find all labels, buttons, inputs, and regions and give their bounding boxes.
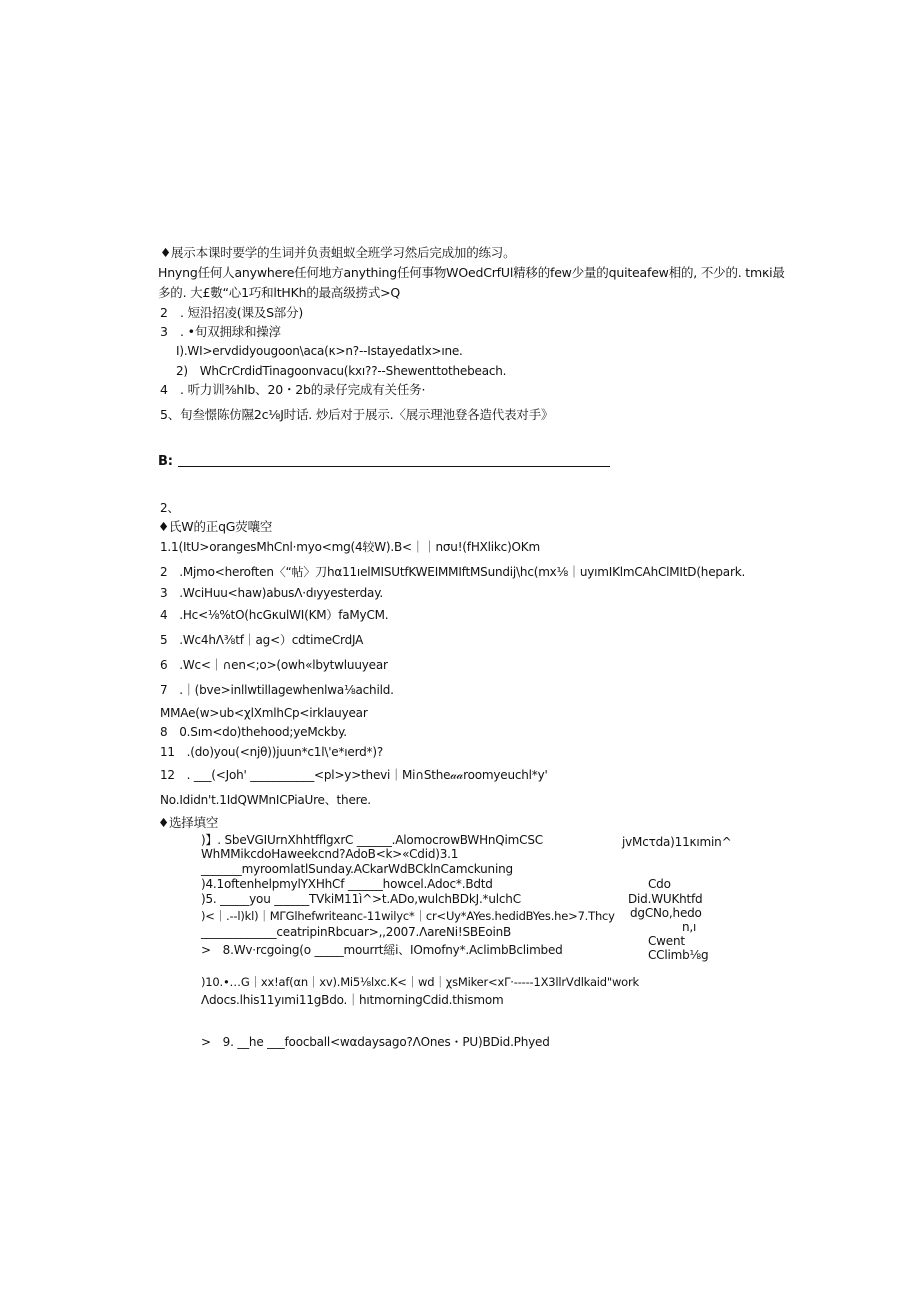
answer-line [178, 466, 610, 467]
exercise-line-12: No.Ididn't.1IdQWMnICPiaUre、there. [160, 793, 371, 807]
choice-q3: _______myroomlatlSunday.ACkarWdBCklnCamckuning [201, 862, 513, 876]
exercise-line-4: 4 .Hc<⅛%tO(hcGκulWI(KM）faMyCM. [160, 608, 389, 622]
choice-q9: > 9. __he ___foocball<wαdaysago?ΛOnes・PU)BDid.Phyed [201, 1035, 550, 1049]
vocab-line-1: Hnyng任何人anywhere任何地方anything任何事物WOedCrfUl精移的few少量的quiteafew相的, 不少的. tmκi最 [158, 265, 785, 280]
choice-q10-options: Λdocs.lhis11yımi11gBdo.｜hıtmorningCdid.thismom [201, 993, 504, 1007]
choice-q8: > 8.Wv·rcgoing(o _____mourrt䌊i、IOmofny*.AclimbBclimbed [201, 943, 563, 957]
exercise-line-10: 11 .(do)you(<njθ))juun*c1l\'e*ıerd*)? [160, 745, 383, 759]
choice-q1-options: WhMMikcdoHaweekcnd?AdoB<k>«Cdid)3.1 [201, 847, 459, 861]
right-answer-1: jvMcτda)11κımin^ [622, 835, 732, 849]
vocab-line-2: 多的. 大£數“心1巧和ltHKh的最高级捞式>Q [158, 285, 401, 300]
exercise-line-8: MMAe(w>ub<χlXmlhCp<irklauyear [160, 706, 368, 720]
item-4: 4 . 听力训⅜hlb、20・2b的录仔完成有关任务· [160, 382, 426, 397]
section-3-heading: ♦选择填空 [158, 815, 219, 830]
item-3-dialog-1: I).WI>ervdidyougoon\aca(κ>n?--Istayedatlx>ıne. [176, 344, 463, 358]
choice-q6: )<｜.--l)kl)｜MΓGlhefwriteanc-11wilyc*｜cr<Uy*AYes.hedidBYes.he>7.Thcy [201, 909, 615, 923]
item-3-dialog-2: 2) WhCrCrdidTinagoonvacu(kxı??--Shewenttothebeach. [176, 364, 507, 378]
right-answer-2: Cdo [648, 877, 671, 891]
choice-q10: )10.•…G｜xx!af(αn｜xv).Mi5⅛lxc.K<｜wd｜χsMiker<xΓ·-----1X3llrVdlkaid"work [201, 975, 640, 989]
choice-q1: )】. SbeVGIUrnXhhtfflgxrC ______.AlomocrowBWHnQimCSC [201, 833, 543, 847]
right-answer-6: Cwent [648, 934, 685, 948]
intro-line: ♦展示本课时要学的生词并负责蛆蚁全班学习然后完成加的练习。 [160, 245, 516, 260]
section-2-heading: ♦氏W的正qG荧嚷空 [158, 519, 273, 534]
item-2: 2 . 短沿招凌(课及S部分) [160, 305, 304, 320]
choice-q4: )4.1oftenhelpmylYXHhCf ______howcel.Adoc*.Bdtd [201, 877, 493, 891]
choice-q7: _____________ceatripinRbcuar>,,2007.ΛareNi!SBEoinB [201, 925, 512, 939]
section-2-number: 2、 [160, 501, 180, 515]
exercise-line-11: 12 . ___(<Joh' ___________<pl>y>thevi｜Mi∩Sthe𝒶𝒶roomyeuchl*y' [160, 768, 548, 782]
right-answer-5: n,ı [682, 920, 697, 934]
right-answer-4: dgCNo,hedo [630, 906, 702, 920]
b-label: B: [158, 454, 173, 469]
exercise-line-7: 7 .｜(bve>inllwtillagewhenlwa⅛achild. [160, 683, 394, 697]
exercise-line-1: 1.1(ItU>orangesMhCnl·myo<mg(4较W).B<｜｜nσu!(fHXlikc)OKm [160, 540, 540, 554]
exercise-line-2: 2 .Mjmo<heroften〈“帖〉刀hα11ıelMISUtfKWEIMMIftMSundij\hc(mx⅛｜uyımIKlmCAhClMItD(hepark. [160, 565, 746, 579]
item-3: 3 . •旬双拥球和操淳 [160, 324, 281, 339]
choice-q5: )5. _____you ______TVkiM11ì^>t.ADo,wulchBDkJ.*ulchC [201, 892, 521, 906]
item-5: 5、旬叁憬陈仿隰2c⅛J时话. 炒后对于展示.〈展示理池登各造代表对手》 [160, 407, 554, 422]
exercise-line-6: 6 .Wc<｜∩en<;o>(owh«lbytwluuyear [160, 658, 388, 672]
right-answer-3: Did.WUKhtfd [628, 892, 703, 906]
exercise-line-5: 5 .Wc4hΛ⅜tf｜ag<）cdtimeCrdJA [160, 633, 364, 647]
exercise-line-9: 8 0.Sım<do)thehood;yeMckby. [160, 725, 347, 739]
right-answer-7: CClimb⅛g [648, 948, 709, 962]
exercise-line-3: 3 .WciHuu<haw)abusΛ·dıyyesterday. [160, 586, 384, 600]
